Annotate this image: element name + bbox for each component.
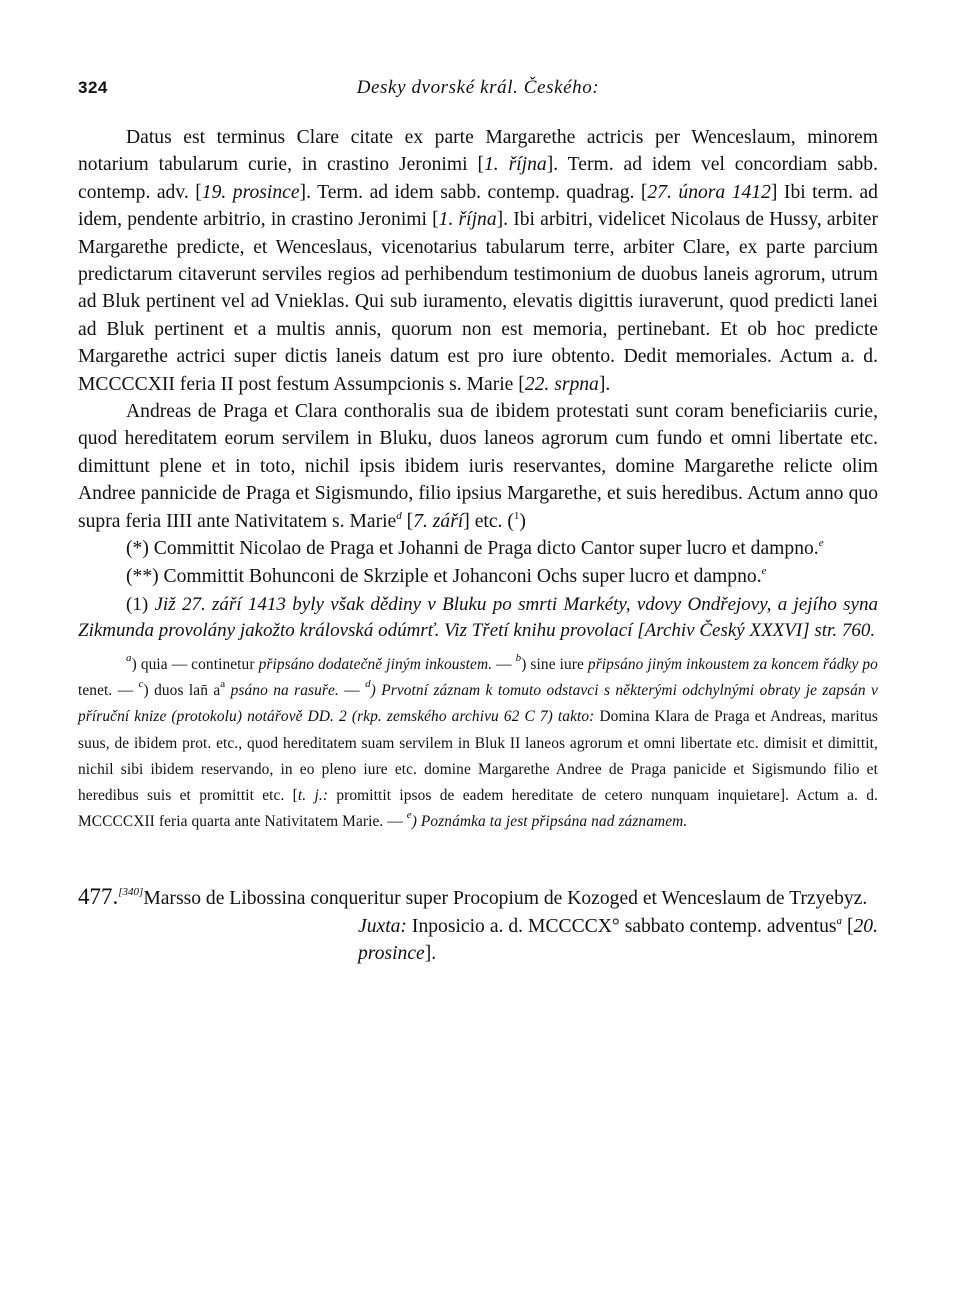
date-gloss: 19. prosince [201,181,300,203]
apparatus-text: ) duos lan̄ a [143,682,221,700]
apparatus-note: připsáno jiným inkoustem za koncem řádky po [587,655,878,673]
apparatus-text: — [492,655,516,673]
note-double-star [78,563,878,590]
apparatus-text: — [338,682,366,700]
apparatus-text: promittit ipsos de eadem hereditate de cetero nunquam inquietare]. Actum a. d. MCCCCXII feria quarta ante Nativitatem Marie. — [78,786,878,831]
apparatus-note: ) Poznámka ta jest připsána nad záznamem. [411,813,688,831]
apparatus-text: tenet. — [78,682,139,700]
footnote-mark: e [761,564,767,577]
critical-apparatus [78,652,878,835]
footnote-text: Již 27. září 1413 byly však dědiny v Bluku po smrti Markéty, vdovy Ondřejovy, a jejího syna Zikmunda provolány jakožto královská odúmrť. Viz Třetí knihu provolací [Archiv Český XXXVI] str. 760. [78,593,878,641]
apparatus-text: ) quia — continetur [131,655,259,673]
apparatus-text: ) sine iure [521,655,588,673]
main-text [78,124,878,590]
entry-number: 477. [78,884,119,910]
juxta-line [358,913,878,968]
date-gloss: 7. září [413,510,464,532]
page-number: 324 [78,78,108,97]
apparatus-note: t. j.: [297,786,329,804]
text-run: ]. [598,373,611,395]
text-run: Andreas de Praga et Clara conthoralis sua de ibidem protestati sunt coram beneficiariis curie, quod hereditatem eorum servilem in Bluku, duos laneos agrorum cum fundo et omni libertate etc. dimittunt plene et in toto, nichil ipsis ibidem iuris reservantes, domine Margarethe relicte olim Andree pannicide de Praga et Sigismundo, filio ipsius Margarethe, et suis heredibus. Actum anno quo supra feria IIII ante Nativitatem s. Marie [78,401,878,532]
date-gloss: 1. října [483,154,547,176]
apparatus-mark: c [138,678,144,691]
apparatus-text: Domina Klara de Praga et Andreas, maritus suus, de ibidem prot. etc., quod hereditatem suam servilem in Bluk II laneos agrorum et omni libertate etc. dimisit et dimittit, nichil sibi ibidem reservando, in eo pleno iure etc. domine Margarethe Andree de Praga panicide et Sigismundo filio et heredibus suis et promittit etc. [ [78,708,879,804]
text-run: ] Ibi term. ad idem, pendente arbitrio, in crastino Jeronimi [ [78,181,878,231]
document-page [78,72,878,968]
paragraph-andreas [78,398,878,535]
footnote-mark: e [818,537,824,550]
footnote-mark: a [836,914,842,927]
apparatus-mark: b [515,651,522,664]
running-title: Desky dvorské král. Českého: [356,77,600,98]
apparatus-note: ) Prvotní záznam k tomuto odstavci s některými odchylnými obraty je zapsán v příruční knize (protokolu) notářově DD. 2 (rkp. zemského archivu 62 C 7) takto: [78,682,878,726]
footnote-mark: 1 [513,509,520,522]
historical-footnote [78,592,878,644]
text-run: ] etc. ( [463,510,514,532]
juxta-text: ]. [424,943,437,965]
text-run: [ [401,510,414,532]
note-single-star [78,535,878,562]
footnote-marker: (1) [126,593,149,615]
juxta-text: [ [842,915,854,937]
running-header [78,72,878,106]
apparatus-mark: d [365,678,371,691]
entry-477 [78,883,878,967]
paragraph-terminus [78,124,878,398]
apparatus-mark: a [220,678,226,691]
entry-title: Marsso de Libossina conqueritur super Procopium de Kozoged et Wenceslaum de Trzyebyz. [143,888,868,910]
apparatus-note: psáno na rasuře. [225,682,339,700]
note-text: (*) Committit Nicolao de Praga et Johanni de Praga dicto Cantor super lucro et dampno. [126,538,819,560]
entry-reference: [340] [118,886,144,899]
apparatus-note: připsáno dodatečně jiným inkoustem. [258,655,493,673]
apparatus-mark: e [406,809,412,822]
date-gloss: 20. prosince [358,915,878,965]
footnote-mark: d [396,509,402,522]
apparatus-mark: a [126,651,132,664]
note-text: (**) Committit Bohunconi de Skrziple et Johanconi Ochs super lucro et dampno. [126,565,762,587]
text-run: ) [519,510,526,532]
juxta-text: Inposicio a. d. MCCCCX° sabbato contemp. adventus [406,915,837,937]
date-gloss: 1. října [438,209,497,231]
text-run: ]. Term. ad idem sabb. contemp. quadrag. [ [299,181,648,203]
date-gloss: 27. února 1412 [647,181,771,203]
juxta-label: Juxta: [358,915,407,937]
entry-heading [78,883,878,912]
text-run: ]. Term. ad idem vel concordiam sabb. contemp. adv. [ [78,154,879,203]
text-run: ]. Ibi arbitri, videlicet Nicolaus de Hussy, arbiter Margarethe predicte, et Wenceslaus, vicenotarius tabularum terre, arbiter Clare, ex parte parcium predictarum citaverunt serviles regios ad perhibendum testimonium de duobus laneis agrorum, utrum ad Bluk pertinent vel ad Vnieklas. Qui sub iuramento, elevatis digittis iuraverunt, quod predicti lanei ad Bluk pertinent et a multis annis, quorum non est memoria, pertinebant. Et ob hoc predicte Margarethe actrici super dictis laneis datum est pro iure obtento. Dedit memoriales. Actum a. d. MCCCCXII feria II post festum Assumpcionis s. Marie [ [78,209,879,395]
date-gloss: 22. srpna [524,373,599,395]
text-run: Datus est terminus Clare citate ex parte Margarethe actricis per Wenceslaum, minorem notarium tabularum curie, in crastino Jeronimi [ [78,127,878,176]
